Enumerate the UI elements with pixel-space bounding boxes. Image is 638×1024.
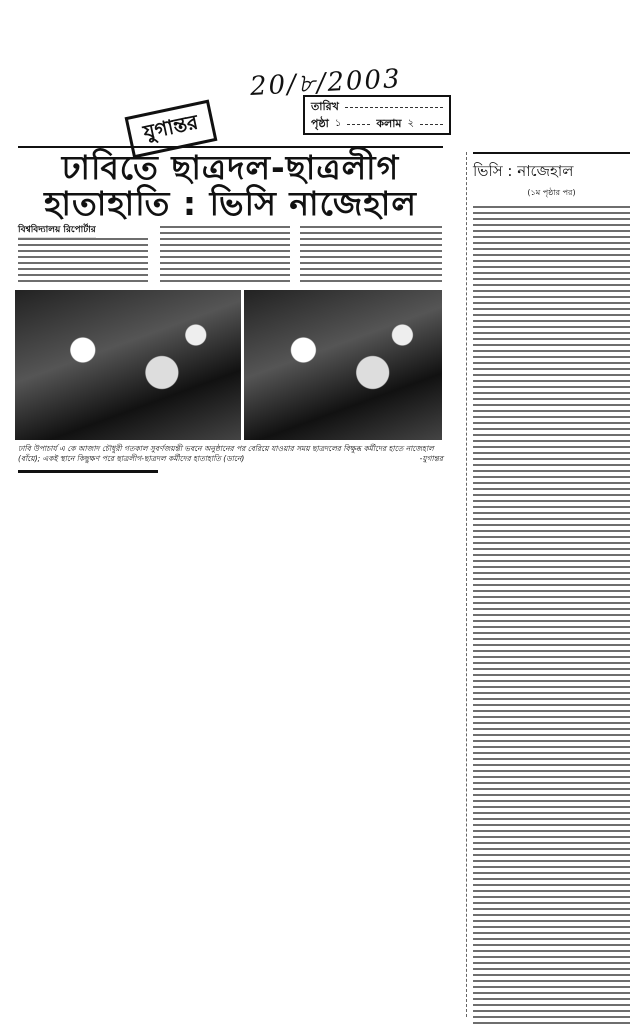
stamp-page-label: পৃষ্ঠা <box>311 117 329 130</box>
headline-line-2: হাতাহাতি : ভিসি নাজেহাল <box>44 184 417 223</box>
article-column-3 <box>300 224 442 286</box>
byline: বিশ্ববিদ্যালয় রিপোর্টার <box>18 222 96 238</box>
handwritten-date: 20/৮/2003 <box>249 64 403 102</box>
archive-stamp <box>303 95 451 135</box>
continuation-rule <box>473 152 630 154</box>
article-column-2 <box>160 224 290 286</box>
stamp-column-value: ২ <box>407 118 415 129</box>
photo-right <box>244 290 442 440</box>
article-headline <box>18 150 443 222</box>
article-column-1 <box>18 236 148 286</box>
continuation-note: (১ম পৃষ্ঠার পর) <box>527 188 576 197</box>
photo-caption <box>18 444 443 464</box>
photo-credit: -যুগান্তর <box>419 454 443 463</box>
continuation-body <box>473 204 630 1024</box>
stamp-date-label: তারিখ <box>311 100 339 113</box>
stamp-page-value: ১ <box>334 118 342 129</box>
bottom-rule <box>18 470 158 473</box>
headline-line-1: ঢাবিতে ছাত্রদল-ছাত্রলীগ <box>61 148 400 187</box>
continuation-headline: ভিসি : নাজেহাল <box>473 162 574 180</box>
newspaper-logo: যুগান্তর <box>125 100 218 159</box>
stamp-column-label: কলাম <box>376 117 402 130</box>
photo-left <box>15 290 241 440</box>
caption-text: ঢাবি উপাচার্য এ কে আজাদ চৌধুরী গতকাল সুবর্ণজয়ন্তী ভবনে অনুষ্ঠানের পর বেরিয়ে যাওয়ার সময় ছাত্রদলের বিক্ষুব্ধ কর্মীদের হাতে নাজেহাল (বাঁয়ে); একই স্থানে কিছুক্ষণ পরে ছাত্রলীগ-ছাত্রদল কর্মীদের হাতাহাতি (ডানে) <box>18 444 434 463</box>
continuation-column <box>466 152 630 1017</box>
